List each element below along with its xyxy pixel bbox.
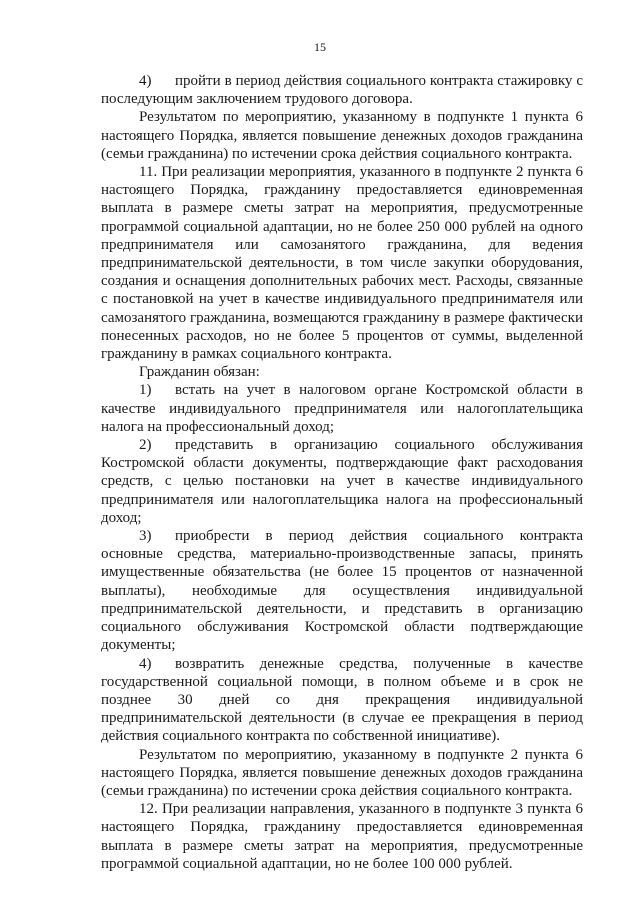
item-number: 4) bbox=[139, 73, 152, 89]
clause-11-paragraph: 11. При реализации мероприятия, указанного в подпункте 2 пункта 6 настоящего Порядка, гражданину предоставляется единовременная выплата в размере сметы затрат на мероприятия, предусмотренные программой социальной адаптации, но не более 250 000 рублей на одного предпринимателя или самозанятого гражданина, для ведения предпринимательской деятельности, в том числе закупки оборудования, создания и оснащения дополнительных рабочих мест. Расходы, связанные с постановкой на учет в качестве индивидуального предпринимателя или самозанятого гражданина, возмещаются гражданину в размере фактически понесенных расходов, но не более 5 процентов от суммы, выделенной гражданину в рамках социального контракта. bbox=[101, 164, 583, 363]
item-text: пройти в период действия социального контракта стажировку с последующим заключением трудового договора. bbox=[101, 73, 583, 108]
result-paragraph-2: Результатом по мероприятию, указанному в подпункте 2 пункта 6 настоящего Порядка, является повышение денежных доходов гражданина (семьи гражданина) по истечении срока действия социального контракта. bbox=[101, 746, 583, 799]
obligation-item-4-return bbox=[101, 655, 583, 746]
item-text: приобрести в период действия социального контракта основные средства, материально-производственные запасы, принять имущественные обязательства (не более 15 процентов от назначенной выплаты), необходимые для осуществления индивидуальной предпринимательской деятельности, и представить в организацию социального обслуживания Костромской области подтверждающие документы; bbox=[101, 528, 583, 654]
item-number: 2) bbox=[139, 437, 152, 454]
document-body bbox=[101, 72, 583, 873]
item-text: представить в организацию социального обслуживания Костромской области документы, подтверждающие факт расходования средств, с целью постановки на учет в качестве индивидуального предпринимателя или налогоплательщика налога на профессиональный доход; bbox=[101, 437, 583, 526]
item-number: 3) bbox=[139, 528, 152, 545]
obligation-item-3 bbox=[101, 527, 583, 654]
item-text: возвратить денежные средства, полученные в качестве государственной социальной помощи, в полном объеме и в срок не позднее 30 дней со дня прекращения индивидуальной предпринимательской деятельности (в случае ее прекращения в период действия социального контракта по собственной инициативе). bbox=[101, 655, 583, 745]
clause-12-paragraph: 12. При реализации направления, указанного в подпункте 3 пункта 6 настоящего Порядка, гражданину предоставляется единовременная выплата в размере сметы затрат на мероприятия, предусмотренные программой социальной адаптации, но не более 100 000 рублей. bbox=[101, 801, 583, 872]
result-paragraph: Результатом по мероприятию, указанному в подпункте 1 пункта 6 настоящего Порядка, является повышение денежных доходов гражданина (семьи гражданина) по истечении срока действия социального контракта. bbox=[101, 109, 583, 162]
obligation-item-2 bbox=[101, 436, 583, 527]
item-text: встать на учет в налоговом органе Костромской области в качестве индивидуального предпринимателя или налогоплательщика налога на профессиональный доход; bbox=[101, 382, 583, 435]
obligation-item-4 bbox=[101, 72, 583, 108]
page-number: 15 bbox=[314, 40, 326, 54]
item-number: 4) bbox=[139, 655, 152, 672]
obligations-heading: Гражданин обязан: bbox=[139, 364, 260, 381]
item-number: 1) bbox=[139, 382, 152, 399]
obligation-item-1 bbox=[101, 381, 583, 436]
